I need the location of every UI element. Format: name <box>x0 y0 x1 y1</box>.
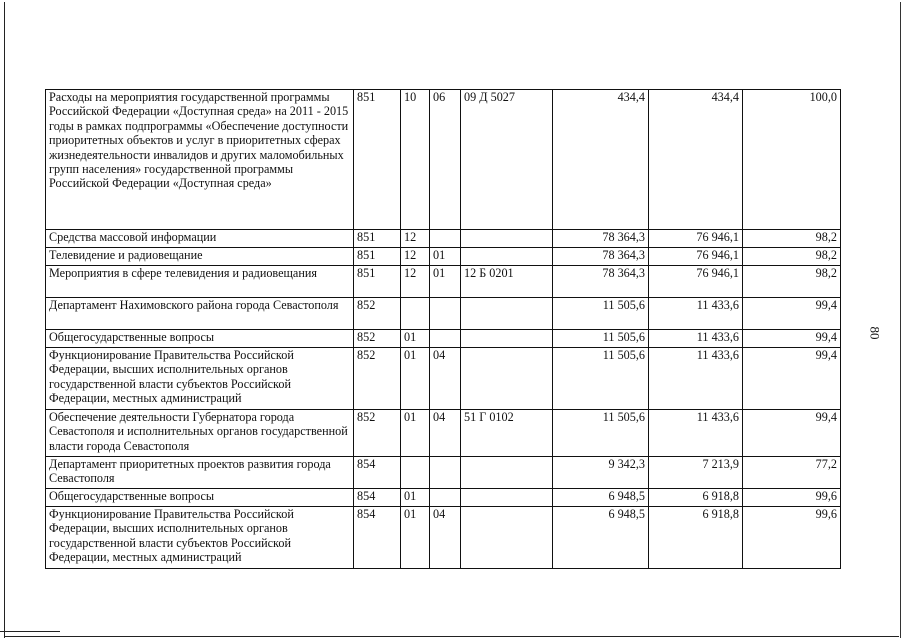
row-plan: 11 505,6 <box>553 410 649 457</box>
row-plan: 11 505,6 <box>553 330 649 348</box>
row-fact: 11 433,6 <box>649 410 743 457</box>
row-name: Мероприятия в сфере телевидения и радиовещания <box>46 266 354 298</box>
row-percent: 99,6 <box>743 489 841 507</box>
row-plan: 6 948,5 <box>553 489 649 507</box>
row-csr: 12 Б 0201 <box>461 266 553 298</box>
row-vedom: 851 <box>354 266 401 298</box>
row-vedom: 852 <box>354 348 401 410</box>
row-pr <box>430 230 461 248</box>
row-pr: 01 <box>430 266 461 298</box>
row-percent: 99,4 <box>743 330 841 348</box>
row-rz: 10 <box>401 90 430 230</box>
row-name: Функционирование Правительства Российской Федерации, высших исполнительных органов государственной власти субъектов Российской Федерации, местных администраций <box>46 348 354 410</box>
budget-table <box>45 89 841 569</box>
row-plan: 9 342,3 <box>553 457 649 489</box>
row-pr: 06 <box>430 90 461 230</box>
row-rz: 01 <box>401 410 430 457</box>
row-fact: 434,4 <box>649 90 743 230</box>
table-row <box>46 90 841 230</box>
table-row <box>46 330 841 348</box>
row-csr <box>461 298 553 330</box>
row-rz: 12 <box>401 230 430 248</box>
row-name: Департамент Нахимовского района города Севастополя <box>46 298 354 330</box>
row-csr <box>461 348 553 410</box>
row-percent: 98,2 <box>743 230 841 248</box>
row-name: Общегосударственные вопросы <box>46 489 354 507</box>
row-vedom: 851 <box>354 230 401 248</box>
row-name: Средства массовой информации <box>46 230 354 248</box>
row-vedom: 851 <box>354 248 401 266</box>
table-row <box>46 298 841 330</box>
row-fact: 76 946,1 <box>649 230 743 248</box>
row-fact: 76 946,1 <box>649 248 743 266</box>
row-plan: 11 505,6 <box>553 348 649 410</box>
row-percent: 98,2 <box>743 248 841 266</box>
page-number: 80 <box>867 326 883 340</box>
row-fact: 6 918,8 <box>649 489 743 507</box>
row-name: Общегосударственные вопросы <box>46 330 354 348</box>
row-plan: 434,4 <box>553 90 649 230</box>
row-pr: 01 <box>430 248 461 266</box>
row-pr <box>430 298 461 330</box>
table-row <box>46 348 841 410</box>
row-percent: 98,2 <box>743 266 841 298</box>
row-plan: 78 364,3 <box>553 266 649 298</box>
row-vedom: 854 <box>354 489 401 507</box>
row-fact: 76 946,1 <box>649 266 743 298</box>
row-fact: 11 433,6 <box>649 298 743 330</box>
row-csr: 51 Г 0102 <box>461 410 553 457</box>
row-percent: 99,4 <box>743 348 841 410</box>
row-pr <box>430 489 461 507</box>
row-rz <box>401 457 430 489</box>
table-row <box>46 248 841 266</box>
row-name: Расходы на мероприятия государственной программы Российской Федерации «Доступная среда» на 2011 - 2015 годы в рамках подпрограммы «Обеспечение доступности приоритетных объектов и услуг в приоритетных сферах жизнедеятельности инвалидов и других маломобильных групп населения» государственной программы Российской Федерации «Доступная среда» <box>46 90 354 230</box>
table-row <box>46 266 841 298</box>
row-fact: 6 918,8 <box>649 507 743 569</box>
row-name: Департамент приоритетных проектов развития города Севастополя <box>46 457 354 489</box>
row-vedom: 852 <box>354 410 401 457</box>
row-rz: 01 <box>401 507 430 569</box>
row-csr <box>461 489 553 507</box>
row-fact: 7 213,9 <box>649 457 743 489</box>
row-plan: 6 948,5 <box>553 507 649 569</box>
table-row <box>46 230 841 248</box>
row-pr <box>430 457 461 489</box>
row-csr <box>461 248 553 266</box>
table-row <box>46 507 841 569</box>
row-pr: 04 <box>430 348 461 410</box>
row-percent: 99,6 <box>743 507 841 569</box>
row-csr: 09 Д 5027 <box>461 90 553 230</box>
row-rz: 12 <box>401 266 430 298</box>
page-frame-left <box>4 2 5 638</box>
row-rz <box>401 298 430 330</box>
row-pr <box>430 330 461 348</box>
row-name: Обеспечение деятельности Губернатора города Севастополя и исполнительных органов государственной власти города Севастополя <box>46 410 354 457</box>
page-frame-bottom <box>4 636 899 637</box>
row-percent: 77,2 <box>743 457 841 489</box>
row-percent: 99,4 <box>743 410 841 457</box>
row-plan: 11 505,6 <box>553 298 649 330</box>
row-rz: 12 <box>401 248 430 266</box>
row-rz: 01 <box>401 330 430 348</box>
row-fact: 11 433,6 <box>649 348 743 410</box>
row-fact: 11 433,6 <box>649 330 743 348</box>
row-csr <box>461 507 553 569</box>
page-frame-stub <box>0 631 60 632</box>
row-plan: 78 364,3 <box>553 230 649 248</box>
row-percent: 100,0 <box>743 90 841 230</box>
row-percent: 99,4 <box>743 298 841 330</box>
row-name: Функционирование Правительства Российской Федерации, высших исполнительных органов государственной власти субъектов Российской Федерации, местных администраций <box>46 507 354 569</box>
table-row <box>46 457 841 489</box>
row-vedom: 851 <box>354 90 401 230</box>
row-vedom: 852 <box>354 330 401 348</box>
row-plan: 78 364,3 <box>553 248 649 266</box>
row-csr <box>461 457 553 489</box>
page-frame-right <box>900 2 901 638</box>
row-rz: 01 <box>401 348 430 410</box>
row-rz: 01 <box>401 489 430 507</box>
row-vedom: 852 <box>354 298 401 330</box>
row-vedom: 854 <box>354 457 401 489</box>
row-csr <box>461 330 553 348</box>
row-csr <box>461 230 553 248</box>
table-row <box>46 489 841 507</box>
table-row <box>46 410 841 457</box>
row-pr: 04 <box>430 507 461 569</box>
row-vedom: 854 <box>354 507 401 569</box>
row-pr: 04 <box>430 410 461 457</box>
row-name: Телевидение и радиовещание <box>46 248 354 266</box>
